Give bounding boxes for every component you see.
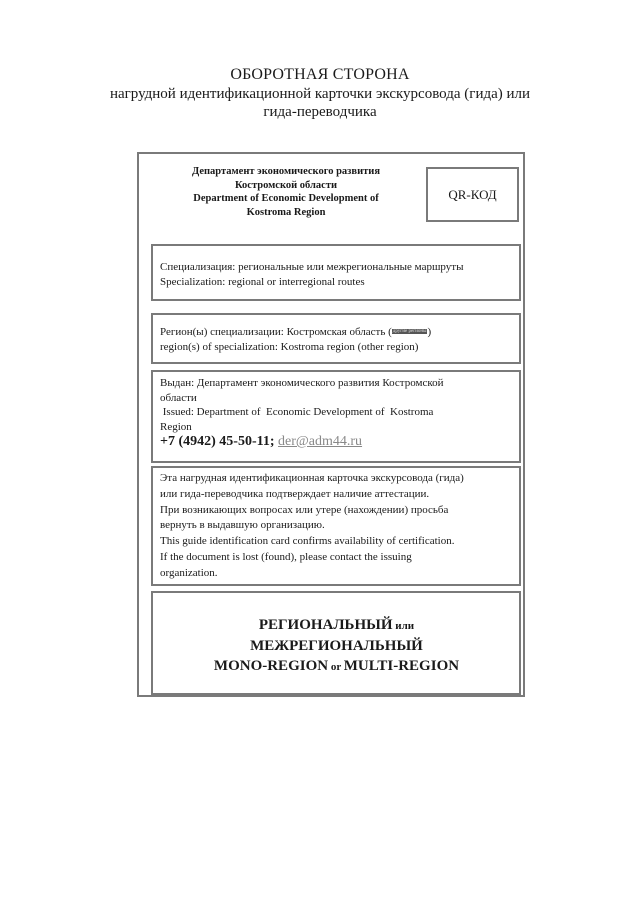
specialization-en: Specialization: regional or interregional routes — [160, 276, 365, 288]
phone-number: +7 (4942) 45-50-11; — [160, 434, 279, 449]
category-ru-line2: МЕЖРЕГИОНАЛЬНЫЙ — [250, 638, 423, 654]
issued-en-line2: Region — [160, 420, 192, 433]
category-mono-region: MONO-REGION — [213, 658, 329, 674]
notice-line1: Эта нагрудная идентификационная карточка экскурсовода (гида) — [160, 472, 464, 484]
qr-code-label: QR-КОД — [448, 186, 497, 202]
issued-ru-line1: Выдан: Департамент экономического развития Костромской — [160, 377, 444, 389]
regions-en: region(s) of specialization: Kostroma region (other region) — [160, 341, 419, 353]
regions-ru — [160, 325, 513, 340]
specialization-box — [151, 244, 521, 301]
notice-line6: If the document is lost (found), please contact the issuing — [160, 550, 412, 563]
issuer-header-line2: Костромской области — [234, 179, 338, 191]
category-en-line — [160, 656, 513, 677]
issuer-header — [162, 165, 410, 219]
notice-line7: organization. — [160, 566, 218, 579]
notice-line2: или гида-переводчика подтверждает наличие аттестации. — [160, 487, 430, 500]
contact-line — [160, 435, 513, 450]
notice-line5: This guide identification card confirms availability of certification. — [160, 535, 455, 548]
notice-box — [151, 466, 521, 586]
category-or-en: or — [328, 661, 344, 673]
page-title: ОБОРОТНАЯ СТОРОНА — [230, 66, 410, 83]
issuer-header-line3: Department of Economic Development of — [193, 193, 379, 204]
regions-box — [151, 313, 521, 364]
qr-code-placeholder — [426, 167, 519, 222]
category-ru-line1 — [160, 615, 513, 636]
issuer-header-line1: Департамент экономического развития — [191, 166, 381, 177]
other-regions-note: другие регионы — [392, 328, 427, 334]
issued-by-box — [151, 370, 521, 463]
regions-ru-close: ) — [427, 326, 432, 338]
page-subtitle-line2: гида-переводчика — [263, 104, 377, 120]
notice-line4: вернуть в выдавшую организацию. — [160, 519, 325, 532]
email-link[interactable]: der@adm44.ru — [278, 434, 363, 449]
category-box — [151, 591, 521, 695]
issued-en-line1: Issued: Department of Economic Development of Kostroma — [160, 406, 434, 418]
category-or-ru: или — [392, 620, 415, 632]
issued-ru-line2: области — [160, 391, 197, 404]
issuer-header-line4: Kostroma Region — [246, 206, 326, 218]
category-multi-region: MULTI-REGION — [343, 658, 460, 674]
specialization-ru: Специализация: региональные или межрегиональные маршруты — [160, 261, 464, 273]
category-regional: РЕГИОНАЛЬНЫЙ — [258, 617, 393, 633]
regions-ru-text: Регион(ы) специализации: Костромская область ( — [160, 326, 392, 338]
notice-line3: При возникающих вопросах или утере (нахождении) просьба — [160, 503, 449, 516]
page-subtitle-line1: нагрудной идентификационной карточки экскурсовода (гида) или — [109, 86, 531, 102]
